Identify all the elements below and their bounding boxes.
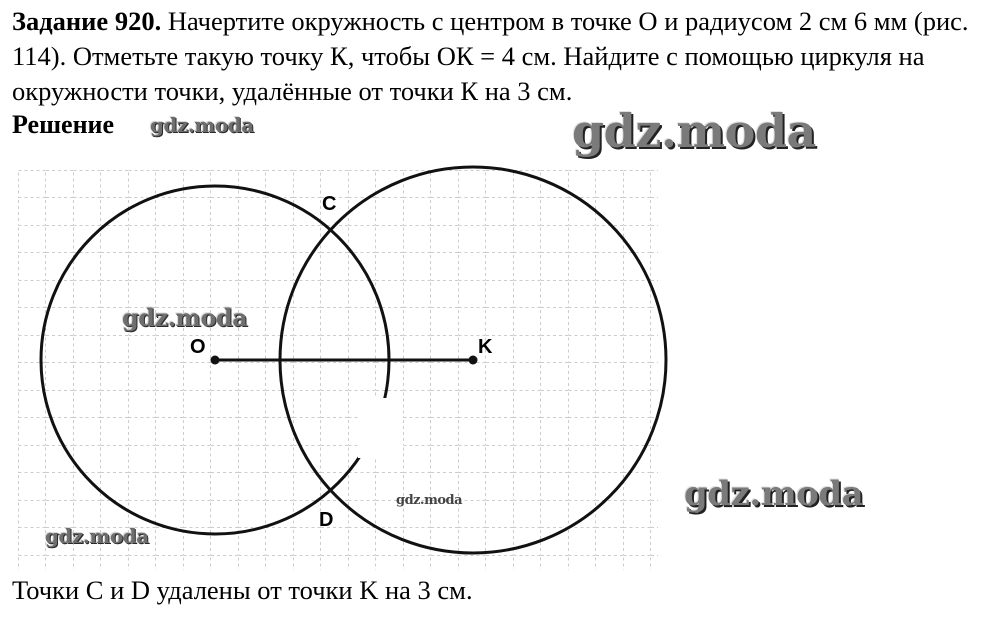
watermark: gdz.moda (150, 113, 254, 137)
solution-heading: Решение (12, 110, 115, 139)
label-d: D (319, 509, 334, 531)
point-k (469, 356, 478, 365)
point-o (211, 356, 220, 365)
watermark: gdz.moda (572, 104, 816, 158)
erased-area (358, 398, 403, 458)
watermark: gdz.moda (396, 493, 463, 508)
problem-number: Задание 920. (12, 6, 162, 36)
grid-background (18, 170, 658, 570)
problem-body: Начертите окружность с центром в точке О и радиусом 2 см 6 мм (рис. 114). Отметьте такую точку К, чтобы ОК = 4 см. Найдите с помощью циркуля на окружности точки, удалённые от точки К на 3 см. (12, 6, 969, 106)
label-o: O (190, 336, 206, 358)
watermark: gdz.moda (122, 303, 248, 332)
watermark: gdz.moda (684, 474, 864, 514)
watermark: gdz.moda (45, 524, 149, 548)
answer-text: Точки C и D удалены от точки K на 3 см. (12, 575, 473, 605)
label-c: C (322, 193, 337, 215)
label-k: K (478, 336, 493, 358)
